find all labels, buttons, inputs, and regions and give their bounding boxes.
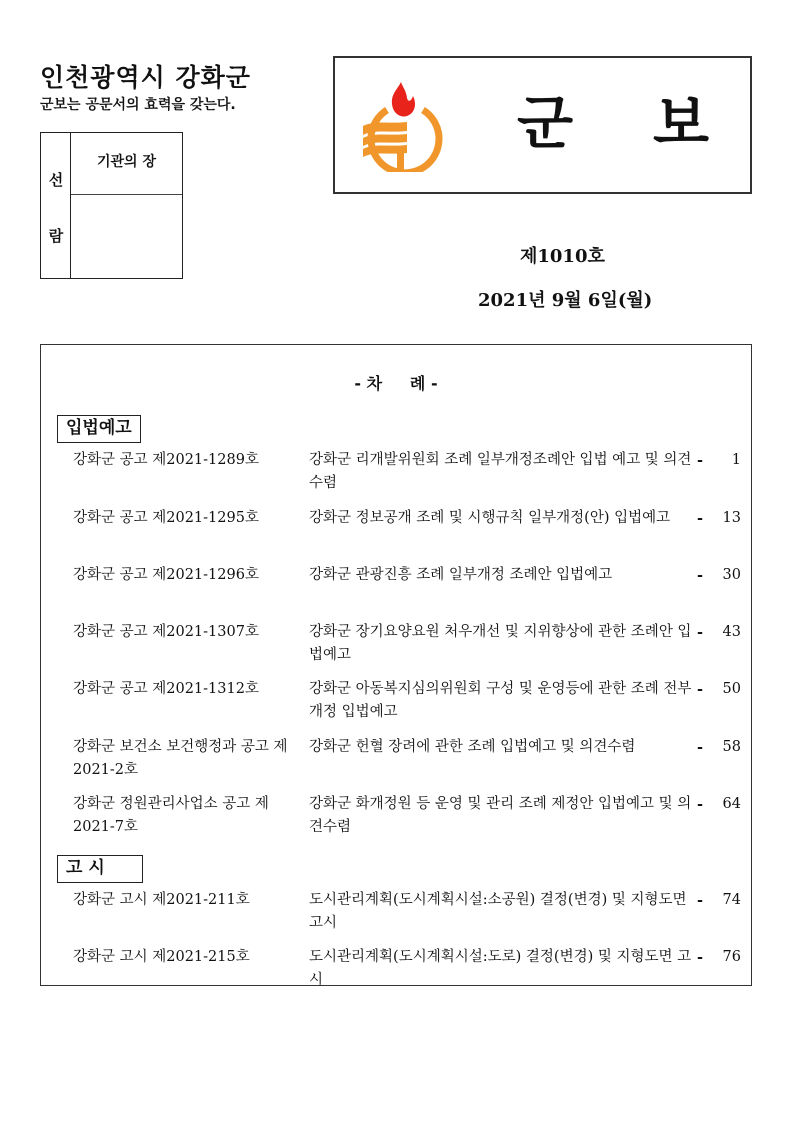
entry-title: 강화군 아동복지심의위원회 구성 및 운영등에 관한 조례 전부개정 입법예고 xyxy=(309,681,692,720)
entry-leader: - xyxy=(697,739,704,756)
entry-source: 강화군 정원관리사업소 공고 제2021-7호 xyxy=(73,796,269,835)
entry-source: 강화군 공고 제2021-1289호 xyxy=(73,452,259,468)
org-title: 인천광역시 강화군 xyxy=(40,63,251,92)
issue-date: 2021년 9월 6일(월) xyxy=(478,290,653,311)
entry-source: 강화군 고시 제2021-215호 xyxy=(73,949,250,965)
review-box xyxy=(40,132,183,279)
entry-leader: - xyxy=(697,681,704,698)
entry-leader: - xyxy=(697,949,704,966)
entry-title: 강화군 헌혈 장려에 관한 조례 입법예고 및 의견수렴 xyxy=(309,739,636,755)
masthead-title-char-2: 보 xyxy=(653,89,710,157)
entry-title: 도시관리계획(도시계획시설:도로) 결정(변경) 및 지형도면 고시 xyxy=(309,949,692,988)
entry-page: 76 xyxy=(722,949,741,965)
masthead-title-char-1: 군 xyxy=(517,89,574,157)
entry-page: 1 xyxy=(731,452,741,468)
table-of-contents xyxy=(40,344,752,986)
entry-title: 강화군 화개정원 등 운영 및 관리 조례 제정안 입법예고 및 의견수렴 xyxy=(309,796,692,835)
toc-title: - 차 례 - xyxy=(354,374,438,393)
entry-page: 43 xyxy=(722,624,741,640)
entry-title: 강화군 관광진흥 조례 일부개정 조례안 입법예고 xyxy=(309,567,613,583)
entry-page: 50 xyxy=(722,681,741,697)
entry-leader: - xyxy=(697,452,704,469)
entry-source: 강화군 공고 제2021-1307호 xyxy=(73,624,259,640)
ganghwa-county-emblem-icon xyxy=(357,80,447,172)
entry-leader: - xyxy=(697,796,704,813)
review-side-char-2: 람 xyxy=(48,227,64,245)
entry-leader: - xyxy=(697,510,704,527)
entry-title: 강화군 장기요양요원 처우개선 및 지위향상에 관한 조례안 입법예고 xyxy=(309,624,692,663)
entry-leader: - xyxy=(697,624,704,641)
section-label-public-notice: 고 시 xyxy=(57,855,143,883)
entry-source: 강화군 공고 제2021-1296호 xyxy=(73,567,259,583)
review-head-label: 기관의 장 xyxy=(71,133,182,195)
entry-leader: - xyxy=(697,567,704,584)
entry-page: 30 xyxy=(722,567,741,583)
masthead xyxy=(333,56,752,194)
entry-page: 74 xyxy=(722,892,741,908)
entry-page: 58 xyxy=(722,739,741,755)
entry-title: 강화군 정보공개 조례 및 시행규칙 일부개정(안) 입법예고 xyxy=(309,510,671,526)
entry-source: 강화군 보건소 보건행정과 공고 제2021-2호 xyxy=(73,739,288,778)
entry-source: 강화군 고시 제2021-211호 xyxy=(73,892,250,908)
entry-title: 도시관리계획(도시계획시설:소공원) 결정(변경) 및 지형도면 고시 xyxy=(309,892,687,931)
review-side-char-1: 선 xyxy=(48,171,64,189)
section-label-legislative-notice: 입법예고 xyxy=(57,415,141,443)
entry-title: 강화군 리개발위원회 조례 일부개정조례안 입법 예고 및 의견수렴 xyxy=(309,452,692,491)
issue-number: 제1010호 xyxy=(520,246,605,267)
entry-source: 강화군 공고 제2021-1295호 xyxy=(73,510,259,526)
org-subtitle: 군보는 공문서의 효력을 갖는다. xyxy=(40,97,236,113)
entry-page: 64 xyxy=(722,796,741,812)
entry-leader: - xyxy=(697,892,704,909)
entry-source: 강화군 공고 제2021-1312호 xyxy=(73,681,259,697)
entry-page: 13 xyxy=(722,510,741,526)
review-side-column xyxy=(41,133,71,278)
